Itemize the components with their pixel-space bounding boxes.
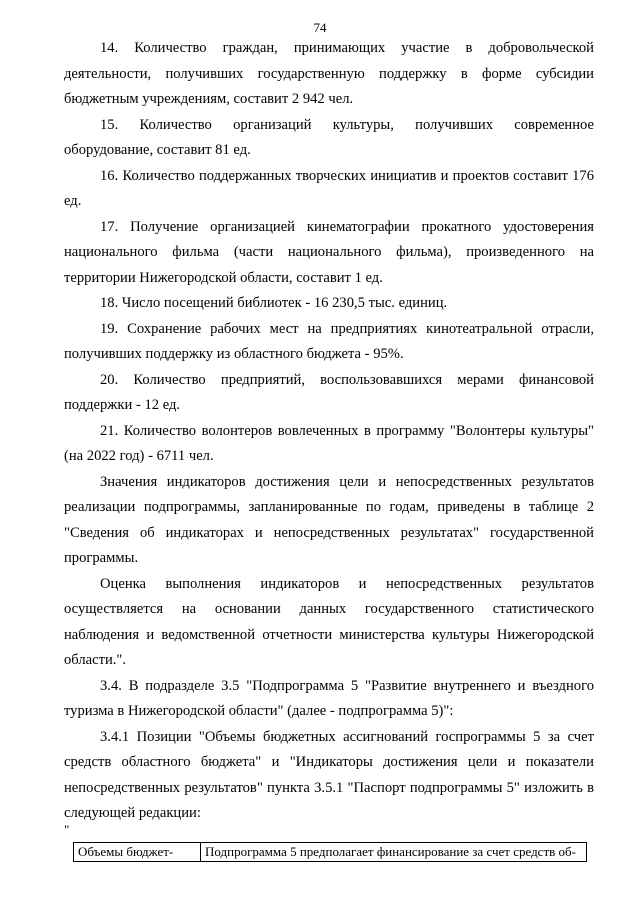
- document-body: [64, 36, 594, 827]
- paragraph-item-20: 20. Количество предприятий, воспользовавшихся мерами финансовой поддержки - 12 ед.: [64, 371, 594, 413]
- paragraph-evaluation: Оценка выполнения индикаторов и непосредственных результатов осуществляется на основании данных государственного статистического наблюдения и ведомственной отчетности министерства культуры Нижегородской области.".: [64, 575, 594, 668]
- paragraph-item-17: 17. Получение организацией кинематографии прокатного удостоверения национального фильма (части национального фильма), произведенного на территории Нижегородской области, составит 1 ед.: [64, 218, 594, 286]
- table-cell-value: Подпрограмма 5 предполагает финансирование за счет средств об-: [201, 843, 587, 862]
- paragraph-section-3-4-1: 3.4.1 Позиции "Объемы бюджетных ассигнований госпрограммы 5 за счет средств областного бюджета" и "Индикаторы достижения цели и показатели непосредственных результатов" пункта 3.5.1 "Паспорт подпрограммы 5" изложить в следующей редакции:: [64, 728, 594, 821]
- paragraph-item-14: 14. Количество граждан, принимающих участие в добровольческой деятельности, получивших государственную поддержку в форме субсидии бюджетным учреждениям, составит 2 942 чел.: [64, 40, 594, 107]
- paragraph-section-3-4: 3.4. В подразделе 3.5 "Подпрограмма 5 "Развитие внутреннего и въездного туризма в Нижегородской области" (далее - подпрограмма 5)":: [64, 677, 594, 719]
- paragraph-item-16: 16. Количество поддержанных творческих инициатив и проектов составит 176 ед.: [64, 167, 594, 209]
- table-row: [74, 843, 587, 862]
- paragraph-item-15: 15. Количество организаций культуры, получивших современное оборудование, составит 81 ед.: [64, 116, 594, 158]
- paragraph-indicator-values: Значения индикаторов достижения цели и непосредственных результатов реализации подпрограммы, запланированные по годам, приведены в таблице 2 "Сведения об индикаторах и непосредственных результатах" государственной программы.: [64, 473, 594, 566]
- opening-quote-mark: ": [64, 822, 70, 837]
- table-cell-label: Объемы бюджет-: [74, 843, 201, 862]
- paragraph-item-19: 19. Сохранение рабочих мест на предприятиях кинотеатральной отрасли, получивших поддержку из областного бюджета - 95%.: [64, 320, 594, 362]
- passport-table: [73, 842, 587, 862]
- page-number: 74: [313, 20, 327, 35]
- paragraph-item-21: 21. Количество волонтеров вовлеченных в программу "Волонтеры культуры" (на 2022 год) - 6711 чел.: [64, 422, 594, 464]
- paragraph-item-18: 18. Число посещений библиотек - 16 230,5 тыс. единиц.: [100, 295, 448, 311]
